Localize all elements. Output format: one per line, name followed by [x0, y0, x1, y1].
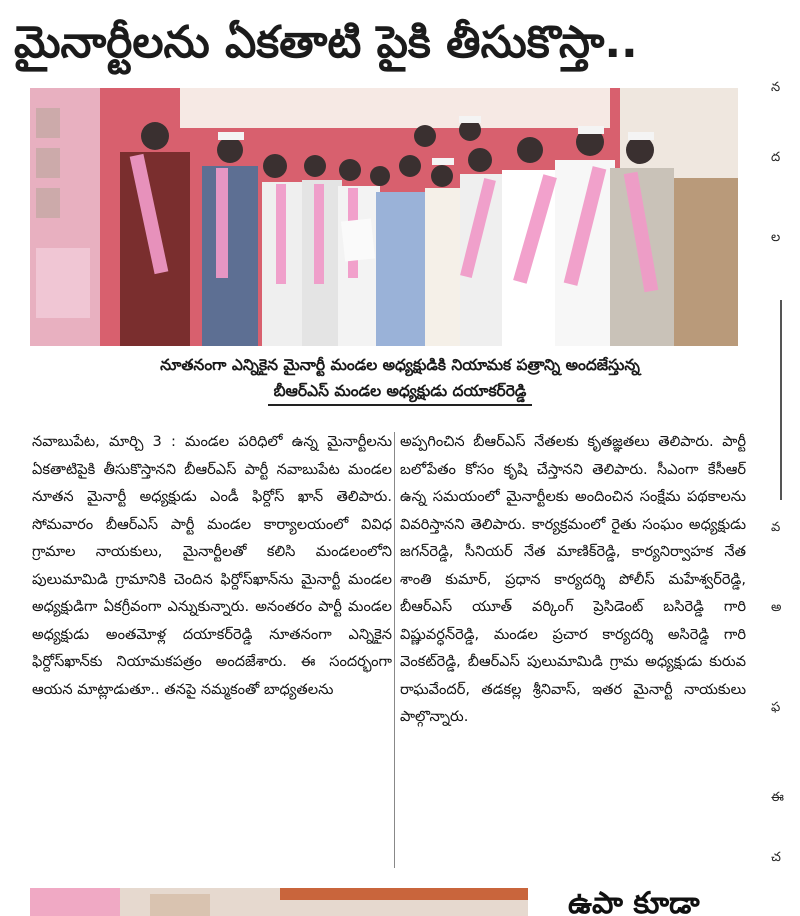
article-text-continued: అప్పగించిన బీఆర్ఎస్ నేతలకు కృతజ్ఞతలు తెలిపారు. పార్టీ బలోపేతం కోసం కృషి చేస్తానని తెలిపారు. సీఎంగా కేసీఆర్ ఉన్న సమయంలో మైనార్టీలకు అందించిన సంక్షేమ పథకాలను వివరిస్తానని తెలిపారు. కార్యక్రమంలో రైతు సంఘం అధ్యక్షుడు జగన్‌రెడ్డి, సీనియర్ నేత మాణిక్‌రెడ్డి, కార్యనిర్వాహక నేత శాంతి కుమార్, ప్రధాన కార్యదర్శి పోలీస్ మహేశ్వర్‌రెడ్డి, బీఆర్ఎస్ యూత్ వర్కింగ్ ప్రెసిడెంట్ బసిరెడ్డి గారి విష్ణువర్ధన్‌రెడ్డి, మండల ప్రచార కార్యదర్శి అసిరెడ్డి గారి వెంకట్‌రెడ్డి, బీఆర్ఎస్ పులుమామిడి గ్రామ అధ్యక్షుడు కురువ రాఘవేందర్, తడకల్ల శ్రీనివాస్, ఇతర మైనార్టీ నాయకులు పాల్గొన్నారు.	[400, 433, 746, 725]
side-letter: అ	[771, 600, 782, 615]
photo-caption	[0, 352, 800, 406]
headline: మైనార్టీలను ఏకతాటి పైకి తీసుకొస్తా..	[14, 17, 638, 68]
next-photo-illustration	[30, 888, 528, 916]
next-article-heading: ఉపా కూడా	[568, 886, 700, 916]
side-letter: వ	[771, 520, 781, 535]
side-letter: చ	[771, 850, 781, 865]
article-column-1	[32, 428, 392, 868]
side-rule	[780, 300, 782, 500]
article-text: నవాబుపేట, మార్చి 3 : మండల పరిధిలో ఉన్న మైనార్టీలను ఏకతాటిపైకి తీసుకొస్తానని బీఆర్ఎస్ పార్టీ నవాబుపేట మండల నూతన మైనార్టీ అధ్యక్షుడు ఎండీ ఫిర్దోస్ ఖాన్ తెలిపారు. సోమవారం బీఆర్ఎస్ పార్టీ మండల కార్యాలయంలో వివిధ గ్రామాల నాయకులు, మైనార్టీలతో కలిసి మండలంలోని పులుమామిడి గ్రామానికి చెందిన ఫిర్దోస్‌ఖాన్‌ను మైనార్టీ మండల అధ్యక్షుడిగా ఏకగ్రీవంగా ఎన్నుకున్నారు. అనంతరం పార్టీ మండల అధ్యక్షుడు అంతమోళ్ల దయాకర్‌రెడ్డి నూతనంగా ఎన్నికైన ఫిర్దోస్‌ఖాన్‌కు నియామకపత్రం అందజేశారు. ఈ సందర్భంగా ఆయన మాట్లాడుతూ.. తనపై నమ్మకంతో బాధ్యతలను	[32, 433, 392, 698]
news-photo	[30, 88, 738, 346]
side-letter: ల	[771, 230, 781, 245]
adjacent-article-strip	[768, 0, 800, 916]
side-letter: ద	[771, 150, 781, 165]
caption-line-2: బీఆర్ఎస్ మండల అధ్యక్షుడు దయాకర్‌రెడ్డి	[268, 378, 533, 406]
article-column-2	[400, 428, 746, 868]
group-photo-illustration	[30, 88, 738, 346]
next-article-photo	[30, 888, 528, 916]
caption-line-1: నూతనంగా ఎన్నికైన మైనార్టీ మండల అధ్యక్షుడికి నియామక పత్రాన్ని అందజేస్తున్న	[160, 356, 640, 374]
side-letter: ఈ	[771, 790, 784, 805]
side-letter: న	[771, 80, 781, 95]
column-divider	[394, 432, 395, 868]
side-letter: ఫ	[771, 700, 781, 715]
